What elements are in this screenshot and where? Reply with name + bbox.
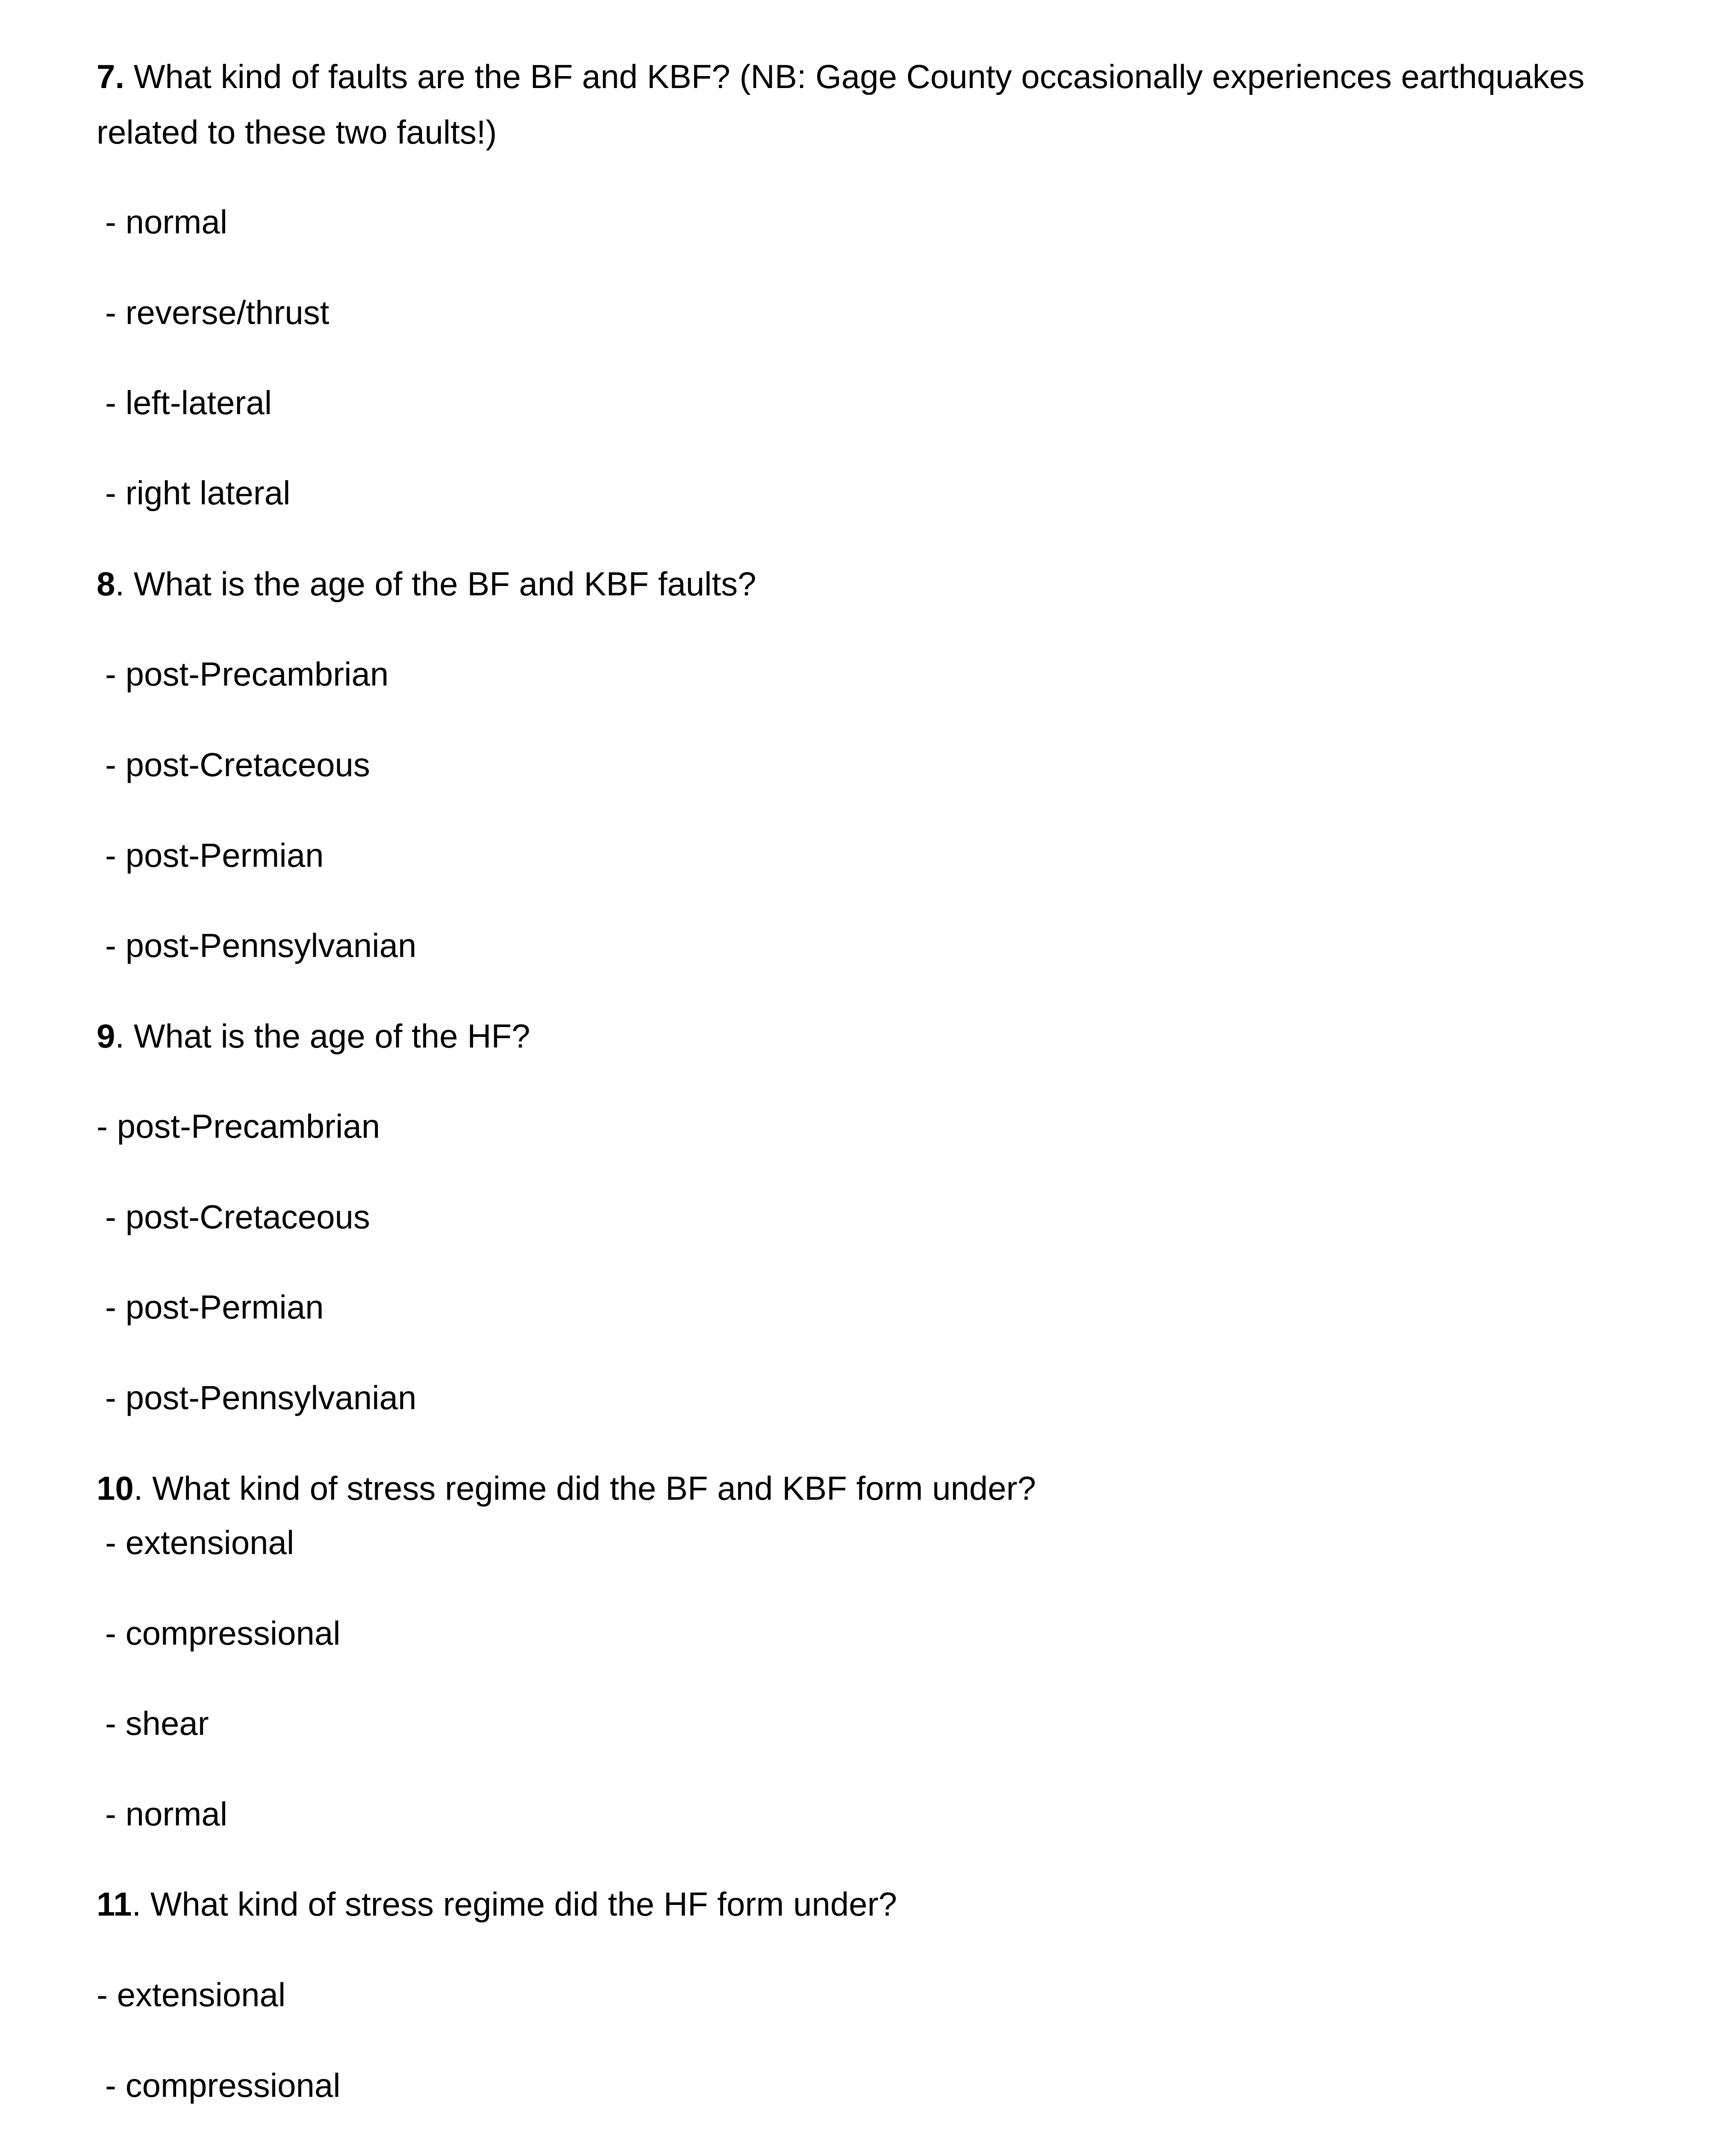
option-item: - post-Pennsylvanian [105, 927, 417, 964]
option-item: - post-Pennsylvanian [105, 1379, 417, 1416]
option-item: - normal [105, 1795, 228, 1833]
option-item: - compressional [105, 1614, 341, 1652]
option-item: - extensional [105, 1524, 294, 1561]
question-7-line-2: related to these two faults!) [97, 113, 497, 151]
question-text: What kind of faults are the BF and KBF? (NB: Gage County occasionally experiences earthquakes [133, 58, 1585, 95]
question-7-line-1 [97, 60, 1585, 93]
option-item: - right lateral [105, 474, 291, 512]
question-text: . What kind of stress regime did the HF form under? [132, 1885, 897, 1923]
option-item: - compressional [105, 2066, 341, 2104]
question-text: . What is the age of the BF and KBF faults? [115, 565, 756, 603]
option-item: - shear [105, 1704, 209, 1742]
option-item: - post-Precambrian [97, 1107, 380, 1145]
question-text: . What kind of stress regime did the BF and KBF form under? [133, 1469, 1036, 1507]
question-number: 9 [97, 1017, 115, 1055]
question-number: 8 [97, 565, 115, 603]
question-text: . What is the age of the HF? [115, 1017, 530, 1055]
option-item: - reverse/thrust [105, 294, 330, 331]
question-number: 11 [97, 1885, 132, 1923]
option-item: - post-Precambrian [105, 655, 389, 693]
option-item: - extensional [97, 1976, 286, 2013]
question-number: 10 [97, 1469, 134, 1507]
question-10 [97, 1469, 1036, 1507]
option-item: - left-lateral [105, 384, 272, 421]
option-item: - post-Permian [105, 836, 324, 874]
question-number: 7. [97, 58, 125, 95]
option-item: - post-Permian [105, 1288, 324, 1326]
option-item: - normal [105, 203, 228, 241]
question-11 [97, 1887, 897, 1921]
option-item: - post-Cretaceous [105, 1198, 370, 1236]
question-8 [97, 565, 756, 603]
option-item: - post-Cretaceous [105, 746, 370, 783]
question-9 [97, 1019, 530, 1053]
